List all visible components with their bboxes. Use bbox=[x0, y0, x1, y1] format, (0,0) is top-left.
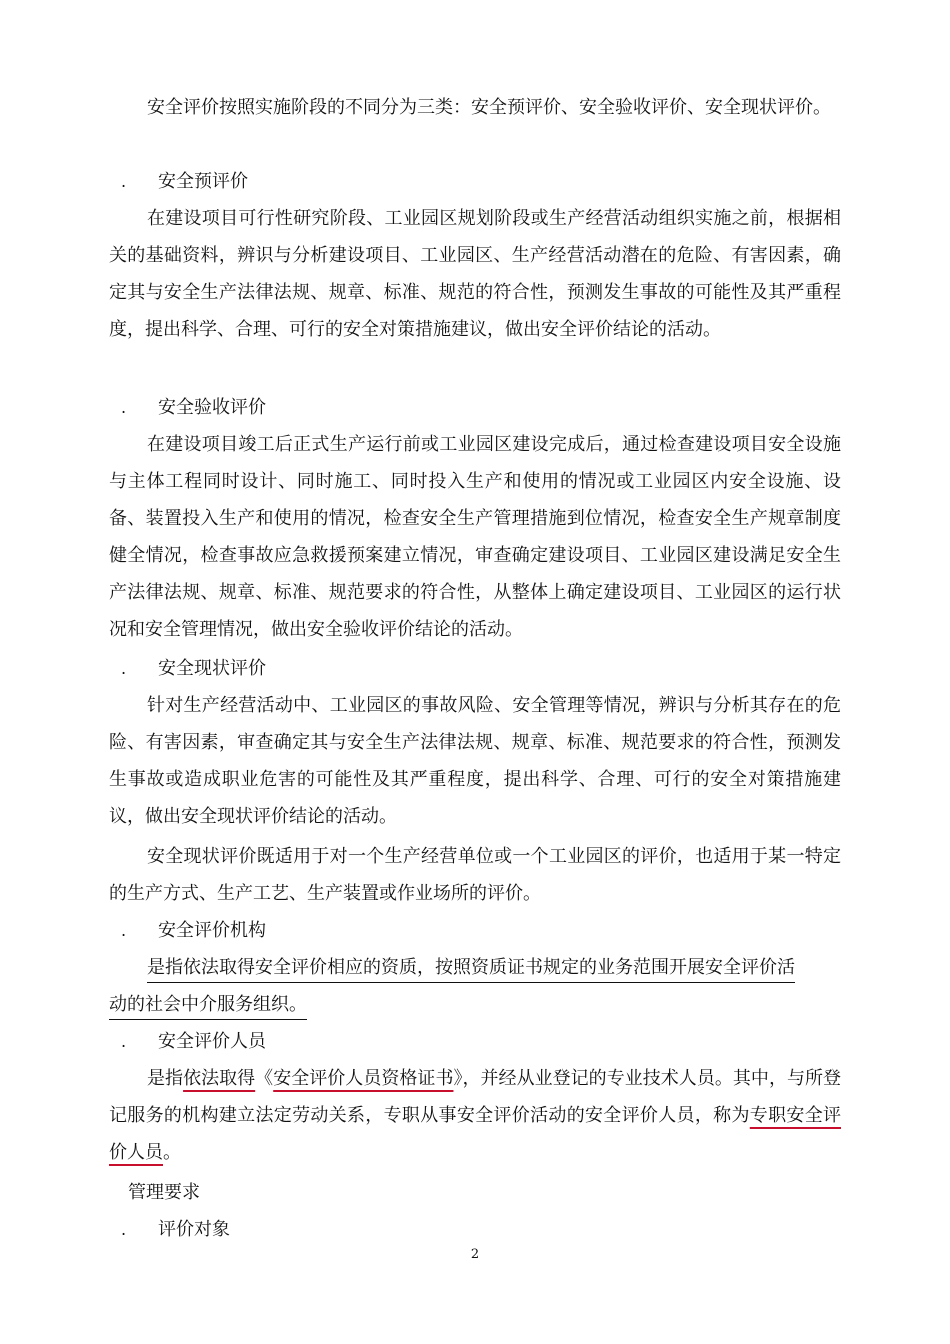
bullet-marker: . bbox=[121, 1032, 127, 1051]
personnel-text-b: 依法取得 bbox=[183, 1068, 256, 1089]
personnel-text-g: 。 bbox=[163, 1142, 181, 1163]
heading-management-requirements: 管理要求 bbox=[128, 1182, 200, 1203]
personnel-text-c: 《 bbox=[255, 1068, 274, 1089]
intro-paragraph: 安全评价按照实施阶段的不同分为三类：安全预评价、安全验收评价、安全现状评价。 bbox=[147, 97, 831, 118]
personnel-text-e: 》，并经从业登记的专业技术人员。其中，与所登记服务的机构建立法定劳动关系，专职从事安全评价活动的安全评价人员，称为 bbox=[109, 1068, 842, 1126]
bullet-marker: . bbox=[121, 659, 127, 678]
acceptance-evaluation-paragraph: 在建设项目竣工后正式生产运行前或工业园区建设完成后，通过检查建设项目安全设施与主体工程同时设计、同时施工、同时投入生产和使用的情况或工业园区内安全设施、设备、装置投入生产和使用的情况，检查安全生产管理措施到位情况，检查安全生产规章制度健全情况，检查事故应急救援预案建立情况，审查确定建设项目、工业园区建设满足安全生产法律法规、规章、标准、规范要求的符合性，从整体上确定建设项目、工业园区的运行状况和安全管理情况，做出安全验收评价结论的活动。 bbox=[109, 434, 841, 640]
personnel-definition-paragraph bbox=[109, 1060, 841, 1171]
agency-definition-text-2: 动的社会中介服务组织。 bbox=[109, 994, 307, 1015]
heading-acceptance-evaluation: 安全验收评价 bbox=[158, 397, 266, 418]
personnel-certificate-name: 安全评价人员资格证书 bbox=[273, 1068, 454, 1089]
agency-definition-line-1 bbox=[147, 949, 795, 986]
bullet-marker: . bbox=[121, 1220, 127, 1239]
personnel-fulltime-term: 专职安全评价人员 bbox=[109, 1105, 841, 1163]
status-evaluation-paragraph: 针对生产经营活动中、工业园区的事故风险、安全管理等情况，辨识与分析其存在的危险、有害因素，审查确定其与安全生产法律法规、规章、标准、规范要求的符合性，预测发生事故或造成职业危害的可能性及其严重程度，提出科学、合理、可行的安全对策措施建议，做出安全现状评价结论的活动。 bbox=[109, 695, 841, 827]
status-scope-paragraph: 安全现状评价既适用于对一个生产经营单位或一个工业园区的评价，也适用于某一特定的生产方式、生产工艺、生产装置或作业场所的评价。 bbox=[109, 846, 841, 904]
bullet-marker: . bbox=[121, 398, 127, 417]
heading-status-evaluation: 安全现状评价 bbox=[158, 658, 266, 679]
agency-definition-line-2 bbox=[109, 986, 307, 1023]
bullet-marker: . bbox=[121, 921, 127, 940]
personnel-text-a: 是指 bbox=[147, 1068, 184, 1089]
pre-evaluation-paragraph: 在建设项目可行性研究阶段、工业园区规划阶段或生产经营活动组织实施之前，根据相关的基础资料，辨识与分析建设项目、工业园区、生产经营活动潜在的危险、有害因素，确定其与安全生产法律法规、规章、标准、规范的符合性，预测发生事故的可能性及其严重程度，提出科学、合理、可行的安全对策措施建议，做出安全评价结论的活动。 bbox=[109, 208, 841, 340]
page-number: 2 bbox=[470, 1247, 480, 1262]
heading-evaluation-personnel: 安全评价人员 bbox=[158, 1031, 266, 1052]
heading-evaluation-agency: 安全评价机构 bbox=[158, 920, 266, 941]
heading-pre-evaluation: 安全预评价 bbox=[158, 171, 248, 192]
agency-definition-text-1: 是指依法取得安全评价相应的资质，按照资质证书规定的业务范围开展安全评价活 bbox=[147, 957, 795, 978]
bullet-marker: . bbox=[121, 172, 127, 191]
heading-evaluation-object: 评价对象 bbox=[158, 1219, 230, 1240]
